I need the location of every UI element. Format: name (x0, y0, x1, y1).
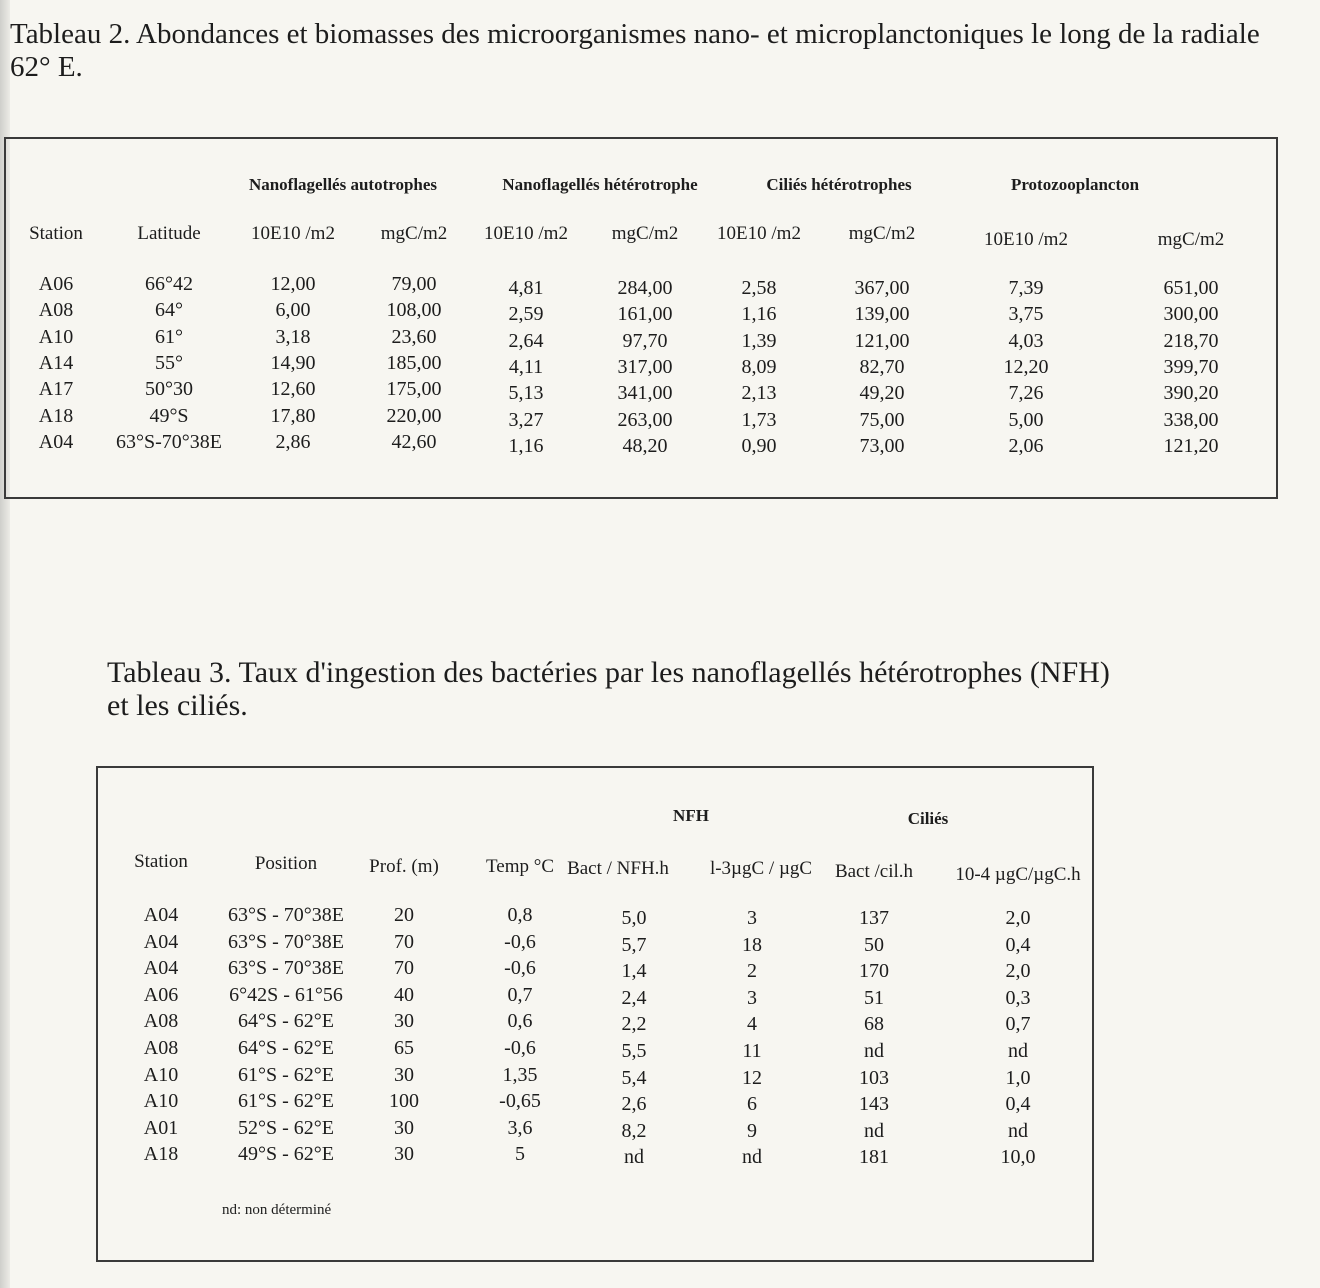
table3-column-header: Temp °C (485, 856, 555, 877)
table2 (6, 139, 1276, 497)
table3-cell: A01 (143, 1116, 179, 1139)
table2-cell: A17 (38, 378, 74, 401)
table3-cell: 8,2 (621, 1119, 647, 1142)
table3-cell: 5,4 (621, 1066, 647, 1089)
table2-cell: 50°30 (145, 378, 193, 401)
table3-cell: A08 (143, 1010, 179, 1033)
table2-cell: 367,00 (854, 277, 910, 299)
table3-cell: 30 (394, 1116, 414, 1139)
table3-cell: 6 (747, 1093, 757, 1116)
table3-cell: 40 (394, 983, 414, 1006)
table2-column-header: 10E10 /m2 (484, 223, 568, 244)
table2-cell: 49°S (149, 404, 189, 427)
table2-cell: 1,39 (741, 329, 777, 352)
table2-cell: 23,60 (391, 325, 437, 348)
table2-column-header: mgC/m2 (848, 223, 916, 244)
table3-cell: nd (624, 1146, 644, 1169)
table2-cell: 17,80 (270, 404, 316, 427)
table2-cell: 651,00 (1163, 277, 1219, 299)
table2-cell: 12,20 (1003, 355, 1049, 378)
table2-cell: A04 (38, 430, 74, 453)
table3-cell: nd (864, 1040, 884, 1062)
table3-cell: 0,4 (1005, 1093, 1031, 1116)
table2-cell: 2,06 (1008, 434, 1044, 457)
table3-column-header: Bact / NFH.h (567, 858, 669, 879)
table3-column-header: Bact /cil.h (834, 861, 914, 882)
table2-cell: A08 (38, 299, 74, 322)
table3-footnote: nd: non déterminé (222, 1202, 332, 1218)
table2-column-header: mgC/m2 (611, 223, 679, 244)
table3-cell: nd (742, 1146, 762, 1169)
table2-cell: 121,00 (854, 329, 910, 352)
table3-column-header: Position (254, 853, 318, 874)
table3-cell: 137 (859, 907, 889, 929)
table3-cell: 30 (394, 1143, 414, 1166)
table3-cell: 2,4 (621, 986, 647, 1009)
table3-group-cilies: Ciliés (907, 809, 949, 828)
table3-cell: A10 (143, 1090, 179, 1113)
table2-cell: 5,13 (508, 382, 544, 405)
table2-cell: 2,86 (275, 430, 311, 453)
table2-cell: 97,70 (622, 329, 668, 352)
table3-column-header: Prof. (m) (369, 856, 439, 877)
table2-group-header: Nanoflagellés hétérotrophe (502, 175, 698, 194)
table3 (98, 768, 1092, 1260)
table2-cell: 2,13 (741, 382, 777, 405)
table3-cell: 3 (747, 986, 757, 1009)
table3-cell: 49°S - 62°E (238, 1143, 334, 1166)
table2-cell: 4,81 (508, 277, 544, 299)
table3-cell: 11 (742, 1040, 762, 1062)
table3-cell: 70 (394, 930, 414, 953)
table3-cell: 30 (394, 1063, 414, 1086)
table2-column-header: mgC/m2 (380, 223, 448, 244)
table2-cell: 2,58 (741, 277, 777, 299)
table2-cell: 4,11 (508, 355, 544, 378)
table2-cell: 317,00 (617, 355, 673, 378)
table3-cell: -0,6 (504, 1037, 536, 1059)
table3-cell: 5 (515, 1143, 525, 1166)
table2-cell: 61° (155, 325, 183, 348)
table2-cell: 8,09 (741, 355, 777, 378)
table3-cell: 3 (747, 907, 757, 929)
table3-cell: 2,6 (621, 1093, 647, 1116)
table2-cell: 55° (155, 351, 183, 374)
table2-column-header: 10E10 /m2 (717, 223, 801, 244)
table2-cell: 6,00 (275, 299, 311, 322)
table3-cell: 103 (859, 1066, 889, 1089)
table2-cell: 161,00 (617, 303, 673, 326)
table3-group-nfh: NFH (673, 806, 709, 825)
table3-cell: 5,0 (621, 907, 647, 929)
table3-cell: 1,4 (621, 960, 647, 983)
table3-column-header: Station (134, 851, 188, 872)
table3-cell: A06 (143, 983, 179, 1006)
table3-cell: -0,6 (504, 957, 536, 980)
table3-cell: 30 (394, 1010, 414, 1033)
table3-cell: A04 (143, 957, 179, 980)
table3-frame (96, 766, 1094, 1262)
table3-cell: A18 (143, 1143, 179, 1166)
table2-cell: 175,00 (386, 378, 442, 401)
table3-cell: 143 (859, 1093, 889, 1116)
table3-cell: 0,4 (1005, 933, 1031, 956)
table3-cell: 70 (394, 957, 414, 980)
table2-cell: 7,39 (1008, 277, 1044, 299)
table2-cell: 139,00 (854, 303, 910, 326)
table3-cell: 65 (394, 1037, 414, 1059)
table2-group-header: Protozooplancton (1010, 175, 1140, 194)
table3-cell: 63°S - 70°38E (228, 957, 344, 980)
table2-cell: A10 (38, 325, 74, 348)
table3-cell: 68 (864, 1013, 884, 1036)
table2-cell: 390,20 (1163, 382, 1219, 405)
table3-cell: 63°S - 70°38E (228, 904, 344, 926)
table3-cell: 2,0 (1005, 907, 1031, 929)
table3-cell: 0,7 (1005, 1013, 1031, 1036)
table2-column-header: Station (29, 223, 83, 244)
table3-cell: 51 (864, 986, 884, 1009)
table3-cell: 170 (859, 960, 889, 983)
table2-cell: 284,00 (617, 277, 673, 299)
table2-caption: Tableau 2. Abondances et biomasses des microorganismes nano- et microplanctoniques le long de la radiale 62° E. (10, 18, 1260, 83)
table2-cell: 2,59 (508, 303, 544, 326)
table2-cell: 48,20 (622, 434, 668, 457)
table3-cell: 10,0 (1000, 1146, 1036, 1169)
table2-cell: A14 (38, 351, 74, 374)
table2-column-header: 10E10 /m2 (984, 229, 1068, 250)
table3-cell: -0,6 (504, 930, 536, 953)
table3-cell: 2,0 (1005, 960, 1031, 983)
table3-cell: 6°42S - 61°56 (229, 983, 343, 1006)
table2-frame (4, 137, 1278, 499)
table3-cell: 9 (747, 1119, 757, 1142)
table2-cell: 63°S-70°38E (116, 430, 222, 453)
table3-cell: nd (1008, 1040, 1028, 1062)
table3-cell: 20 (394, 904, 414, 926)
table2-cell: 341,00 (617, 382, 673, 405)
table3-cell: nd (864, 1119, 884, 1142)
table3-cell: 0,6 (507, 1010, 533, 1033)
table2-cell: 12,00 (270, 273, 316, 295)
table2-cell: 3,75 (1008, 303, 1044, 326)
table2-cell: 338,00 (1163, 408, 1219, 431)
table3-cell: -0,65 (499, 1090, 541, 1113)
table2-cell: 49,20 (859, 382, 905, 405)
table3-cell: 100 (389, 1090, 419, 1113)
table3-cell: 12 (742, 1066, 762, 1089)
table3-cell: 5,5 (621, 1040, 647, 1062)
table2-cell: A06 (38, 273, 74, 295)
table3-cell: 4 (747, 1013, 757, 1036)
table3-cell: 181 (859, 1146, 889, 1169)
table3-cell: 64°S - 62°E (238, 1010, 334, 1033)
table2-cell: 0,90 (741, 434, 777, 457)
table3-cell: 2 (747, 960, 757, 983)
table3-cell: A04 (143, 930, 179, 953)
table2-cell: 79,00 (391, 273, 437, 295)
table2-cell: 185,00 (386, 351, 442, 374)
table2-cell: 75,00 (859, 408, 905, 431)
table3-caption: Tableau 3. Taux d'ingestion des bactéries par les nanoflagellés hétérotrophes (NFH) et les ciliés. (107, 656, 1110, 722)
table2-cell: 108,00 (386, 299, 442, 322)
table3-cell: 5,7 (621, 933, 647, 956)
table2-cell: 12,60 (270, 378, 316, 401)
table2-cell: 300,00 (1163, 303, 1219, 326)
table3-cell: 1,0 (1005, 1066, 1031, 1089)
table2-cell: 3,18 (275, 325, 311, 348)
table2-cell: 66°42 (145, 273, 193, 295)
table3-cell: 61°S - 62°E (238, 1090, 334, 1113)
table2-group-header: Ciliés hétérotrophes (766, 175, 912, 194)
table3-cell: 50 (864, 933, 884, 956)
table3-cell: 61°S - 62°E (238, 1063, 334, 1086)
table2-cell: 82,70 (859, 355, 905, 378)
table2-column-header: Latitude (137, 223, 201, 244)
table3-cell: 3,6 (507, 1116, 533, 1139)
table2-cell: 263,00 (617, 408, 673, 431)
table3-column-header: 10-4 µgC/µgC.h (955, 864, 1081, 885)
table2-cell: 1,16 (508, 434, 544, 457)
table2-cell: 399,70 (1163, 355, 1219, 378)
table2-cell: 4,03 (1008, 329, 1044, 352)
table3-cell: 64°S - 62°E (238, 1037, 334, 1059)
table3-cell: 0,7 (507, 983, 533, 1006)
table3-column-header: l-3µgC / µgC (709, 858, 813, 879)
table2-cell: 64° (155, 299, 183, 322)
table3-cell: A04 (143, 904, 179, 926)
table2-cell: 14,90 (270, 351, 316, 374)
table2-cell: 218,70 (1163, 329, 1219, 352)
table3-cell: 18 (742, 933, 762, 956)
table3-cell: A10 (143, 1063, 179, 1086)
table2-cell: 1,73 (741, 408, 777, 431)
table2-cell: 7,26 (1008, 382, 1044, 405)
table3-cell: A08 (143, 1037, 179, 1059)
table2-cell: 2,64 (508, 329, 544, 352)
table3-cell: 0,8 (507, 904, 533, 926)
table3-cell: 2,2 (621, 1013, 647, 1036)
table2-cell: 3,27 (508, 408, 544, 431)
table2-cell: A18 (38, 404, 74, 427)
table2-cell: 121,20 (1163, 434, 1219, 457)
table2-cell: 1,16 (741, 303, 777, 326)
table2-cell: 220,00 (386, 404, 442, 427)
table3-cell: 1,35 (502, 1063, 538, 1086)
table3-cell: 0,3 (1005, 986, 1031, 1009)
table3-cell: nd (1008, 1119, 1028, 1142)
table2-cell: 5,00 (1008, 408, 1044, 431)
table2-cell: 73,00 (859, 434, 905, 457)
table2-column-header: 10E10 /m2 (251, 223, 335, 244)
table2-group-header: Nanoflagellés autotrophes (248, 175, 438, 194)
table2-cell: 42,60 (391, 430, 437, 453)
table2-column-header: mgC/m2 (1157, 229, 1225, 250)
table3-cell: 63°S - 70°38E (228, 930, 344, 953)
table3-cell: 52°S - 62°E (238, 1116, 334, 1139)
